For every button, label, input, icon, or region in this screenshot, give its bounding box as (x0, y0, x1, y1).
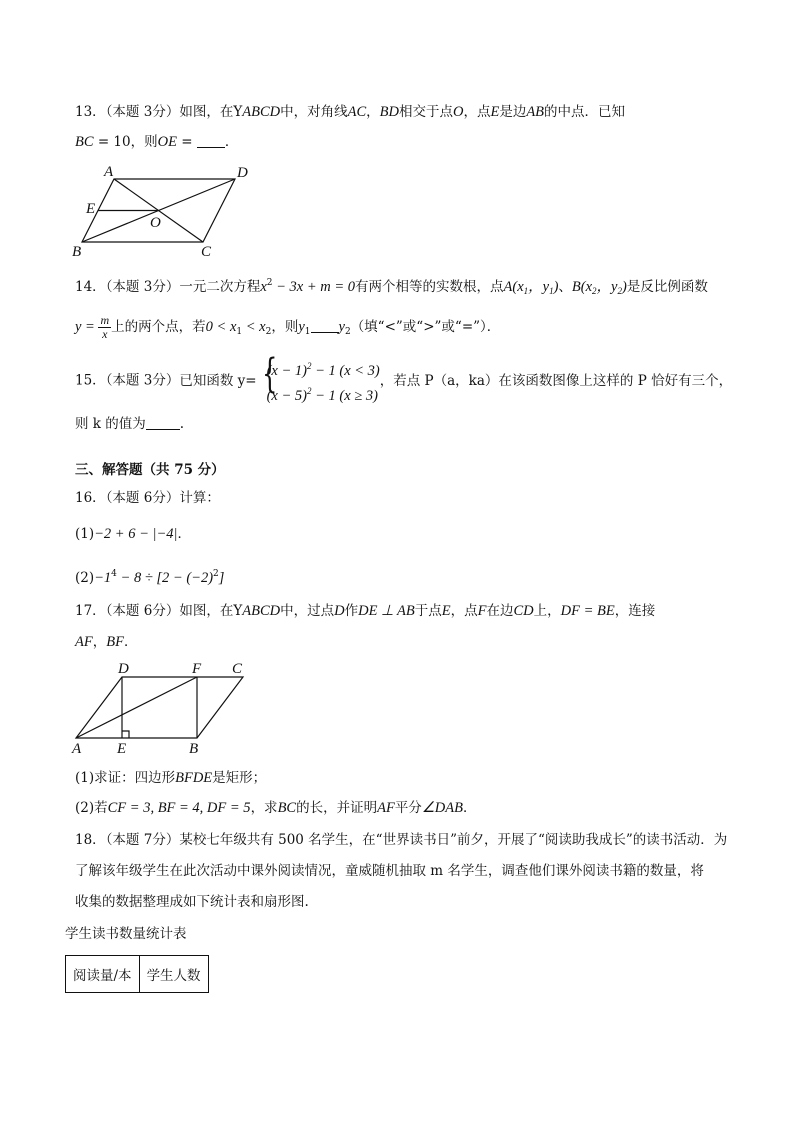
q17-line2: AF，BF． (75, 634, 138, 650)
label-o: O (150, 215, 161, 231)
q17-part2: (2)若CF = 3, BF = 4, DF = 5，求BC的长，并证明AF平分∠DAB． (75, 800, 477, 816)
piecewise-function: { $(x - 1)^2 - 1$ (x < 3) $(x - 5)^2 - 1$ (x ≥ 3) (261, 351, 380, 404)
segment-af (76, 677, 197, 738)
q18-line3: 收集的数据整理成如下统计表和扇形图. (75, 894, 309, 910)
q17-part1: (1)求证：四边形BFDE是矩形； (75, 770, 267, 786)
label-d: D (118, 661, 129, 677)
q13-line1: 13．（本题 3分）如图，在YABCD中，对角线AC，BD相交于点O，点E是边AB的中点．已知 (75, 104, 626, 120)
label-e: E (117, 741, 127, 757)
q13-parallelogram-figure (70, 160, 260, 260)
q16-line1: 16．（本题 6分）计算： (75, 490, 220, 506)
section-title: 三、解答题（共 75 分） (75, 462, 225, 478)
answer-blank[interactable] (311, 320, 339, 333)
label-f: F (192, 661, 202, 677)
label-c: C (232, 661, 243, 677)
q18-line2: 了解该年级学生在此次活动中课外阅读情况，童威随机抽取 m 名学生，调查他们课外阅读书籍的数量，将 (75, 863, 704, 879)
reading-stats-table (65, 955, 209, 993)
label-a: A (104, 164, 114, 180)
q15-line2: 则 k 的值为 . (75, 416, 185, 432)
answer-blank[interactable] (146, 417, 180, 430)
q15-line1: 15．（本题 3分）已知函数 y= { $(x - 1)^2 - 1$ (x < 3) $(x - 5)^2 - 1$ (x ≥ 3) ，若点 P（a，ka）在该函数图像上这样的 P 恰好有三个， (75, 351, 733, 404)
table-header-cell: 学生人数 (139, 956, 208, 993)
label-b: B (189, 741, 199, 757)
label-a: A (72, 741, 82, 757)
label-b: B (72, 244, 82, 260)
table-header-row (66, 956, 209, 993)
q13-line2: BC = 10，则OE = ． (75, 134, 239, 150)
table-header-cell: 阅读量/本 (66, 956, 140, 993)
q17-line1: 17．（本题 6分）如图，在YABCD中，过点D作DE ⊥ AB于点E，点F在边CD上，DF = BE，连接 (75, 603, 656, 619)
fraction-m-over-x: $\frac{m}{x}$ (100, 313, 110, 341)
q17-parallelogram-figure (70, 658, 260, 758)
label-c: C (201, 244, 212, 260)
parallelogram-abcd (76, 677, 243, 738)
q16-part2: $(2)-1^4 - 8 \div [2 - (-2)^2]$ (75, 569, 225, 586)
table-caption: 学生读书数量统计表 (65, 926, 187, 942)
right-angle-mark (122, 731, 129, 738)
q16-part1: (1)−2 + 6 − |−4|． (75, 526, 191, 542)
q14-line2: y = $\frac{m}{x}$ 上的两个点，若$0 < x_1 < x_2$，则$y_1$ $y_2$（填“<”或“>”或“=”）． (75, 313, 501, 341)
label-d: D (237, 165, 248, 181)
answer-blank[interactable] (197, 135, 225, 148)
label-e: E (86, 201, 96, 217)
q14-line1: 14．（本题 3分）一元二次方程$x^2 - 3x + m = 0$有两个相等的实数根，点$A(x_1$，$y_1$)、$B(x_2$，$y_2$)是反比例函数 (75, 278, 708, 296)
q18-line1: 18．（本题 7分）某校七年级共有 500 名学生，在“世界读书日”前夕，开展了“阅读助我成长”的读书活动．为 (75, 832, 728, 848)
